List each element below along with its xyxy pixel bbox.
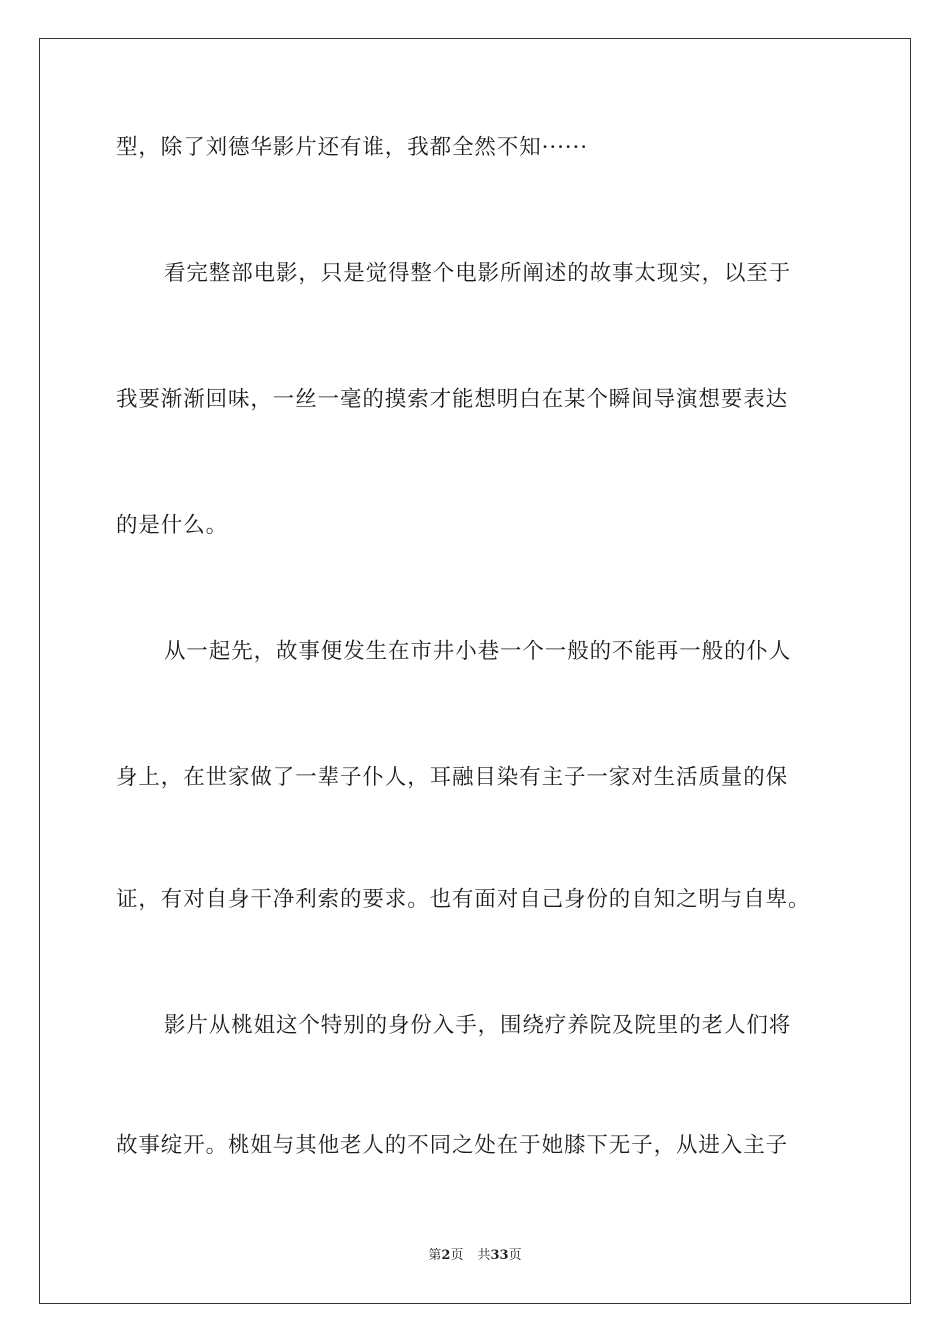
page-prefix: 第	[428, 1248, 442, 1263]
text-line-1: 型，除了刘德华影片还有谁，我都全然不知······	[116, 135, 589, 160]
paragraph-2-line-3: 证，有对自身干净利索的要求。也有面对自己身份的自知之明与自卑。	[116, 887, 811, 912]
total-suffix: 页	[508, 1248, 522, 1263]
paragraph-1-line-1: 看完整部电影，只是觉得整个电影所阐述的故事太现实，以至于	[164, 261, 792, 286]
page-number: 2	[441, 1248, 451, 1263]
paragraph-3-line-2: 故事绽开。桃姐与其他老人的不同之处在于她膝下无子，从进入主子	[116, 1133, 789, 1158]
total-pages: 33	[490, 1248, 509, 1263]
total-prefix: 共	[477, 1248, 491, 1263]
paragraph-1-line-2: 我要渐渐回味，一丝一毫的摸索才能想明白在某个瞬间导演想要表达	[116, 387, 789, 412]
paragraph-1-line-3: 的是什么。	[116, 513, 229, 538]
paragraph-2-line-1: 从一起先，故事便发生在市井小巷一个一般的不能再一般的仆人	[164, 639, 792, 664]
page-suffix: 页	[450, 1248, 464, 1263]
page-footer	[0, 1247, 950, 1265]
paragraph-2-line-2: 身上，在世家做了一辈子仆人，耳融目染有主子一家对生活质量的保	[116, 765, 789, 790]
paragraph-3-line-1: 影片从桃姐这个特别的身份入手，围绕疗养院及院里的老人们将	[164, 1013, 792, 1038]
page-border	[39, 38, 911, 1304]
